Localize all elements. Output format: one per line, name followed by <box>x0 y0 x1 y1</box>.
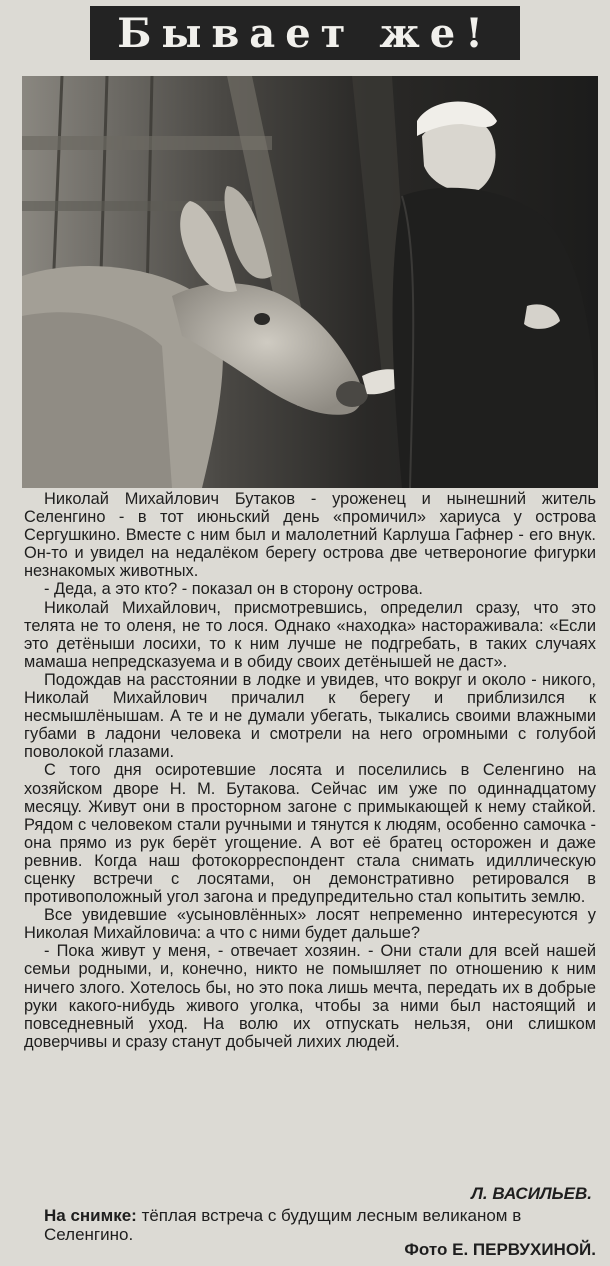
caption-label: На снимке: <box>44 1206 137 1225</box>
article-paragraph: Николай Михайлович Бутаков - уроженец и нынешний житель Селенгино - в тот июньский день «промичил» хариуса у острова Сергушкино. Вместе с ним был и малолетний Карлуша Гафнер - его внук. Он-то и увидел на недалёком берегу острова две четвероногие фигурки незнакомых животных. <box>24 490 596 581</box>
article-paragraph: Все увидевшие «усыновлённых» лосят непременно интересуются у Николая Михайловича: а что с ними будет дальше? <box>24 906 596 943</box>
photo-credit: Фото Е. ПЕРВУХИНОЙ. <box>404 1240 596 1259</box>
article-paragraph: С того дня осиротевшие лосята и поселились в Селенгино на хозяйском дворе Н. М. Бутакова. Сейчас им уже по одиннадцатому месяцу. Живут они в просторном загоне с примыкающей к нему стайкой. Рядом с человеком стали ручными и тянутся к людям, особенно самочка - она прямо из рук берёт угощение. А вот её братец осторожен и даже ревнив. Когда наш фотокорреспондент стала снимать идиллическую сценку встречи с лосятами, он демонстративно ретировался в противоположный угол загона и предупредительно стал копытить землю. <box>24 761 596 907</box>
headline-banner <box>90 6 520 60</box>
article-paragraph: Николай Михайлович, присмотревшись, определил сразу, что это телята не то оленя, не то лося. Однако «находка» настораживала: «Если это детёныши лосихи, то к ним лучше не подгребать, в таких случаях мамаша непредсказуема и в обиду своих детёнышей не даст». <box>24 598 596 671</box>
article-body <box>24 490 596 1051</box>
moose-calf-photo-illustration <box>22 76 598 488</box>
article-photo <box>22 76 598 488</box>
article-paragraph: - Деда, а это кто? - показал он в сторону острова. <box>44 580 423 599</box>
article-paragraph: - Пока живут у меня, - отвечает хозяин. - Они стали для всей нашей семьи родными, и, конечно, никто не помышляет по отношению к ним ничего злого. Хотелось бы, но это пока лишь мечта, передать их в добрые руки какого-нибудь живого уголка, чтобы за ними был настоящий и повседневный уход. На волю их отпускать нельзя, они слишком доверчивы и сразу станут добычей лихих людей. <box>24 942 596 1051</box>
photo-caption <box>44 1206 596 1244</box>
headline-text: Бывает же! <box>117 9 493 57</box>
article-paragraph: Подождав на расстоянии в лодке и увидев, что вокруг и около - никого, Николай Михайлович причалил к берегу и приблизился к несмышлёнышам. А те и не думали убегать, тыкались своими влажными губами в ладони человека и смотрели на него огромными с голубой поволокой глазами. <box>24 670 596 762</box>
caption-text: тёплая встреча с будущим лесным великаном в Селенгино. <box>44 1206 522 1244</box>
author-byline: Л. ВАСИЛЬЕВ. <box>471 1184 592 1203</box>
